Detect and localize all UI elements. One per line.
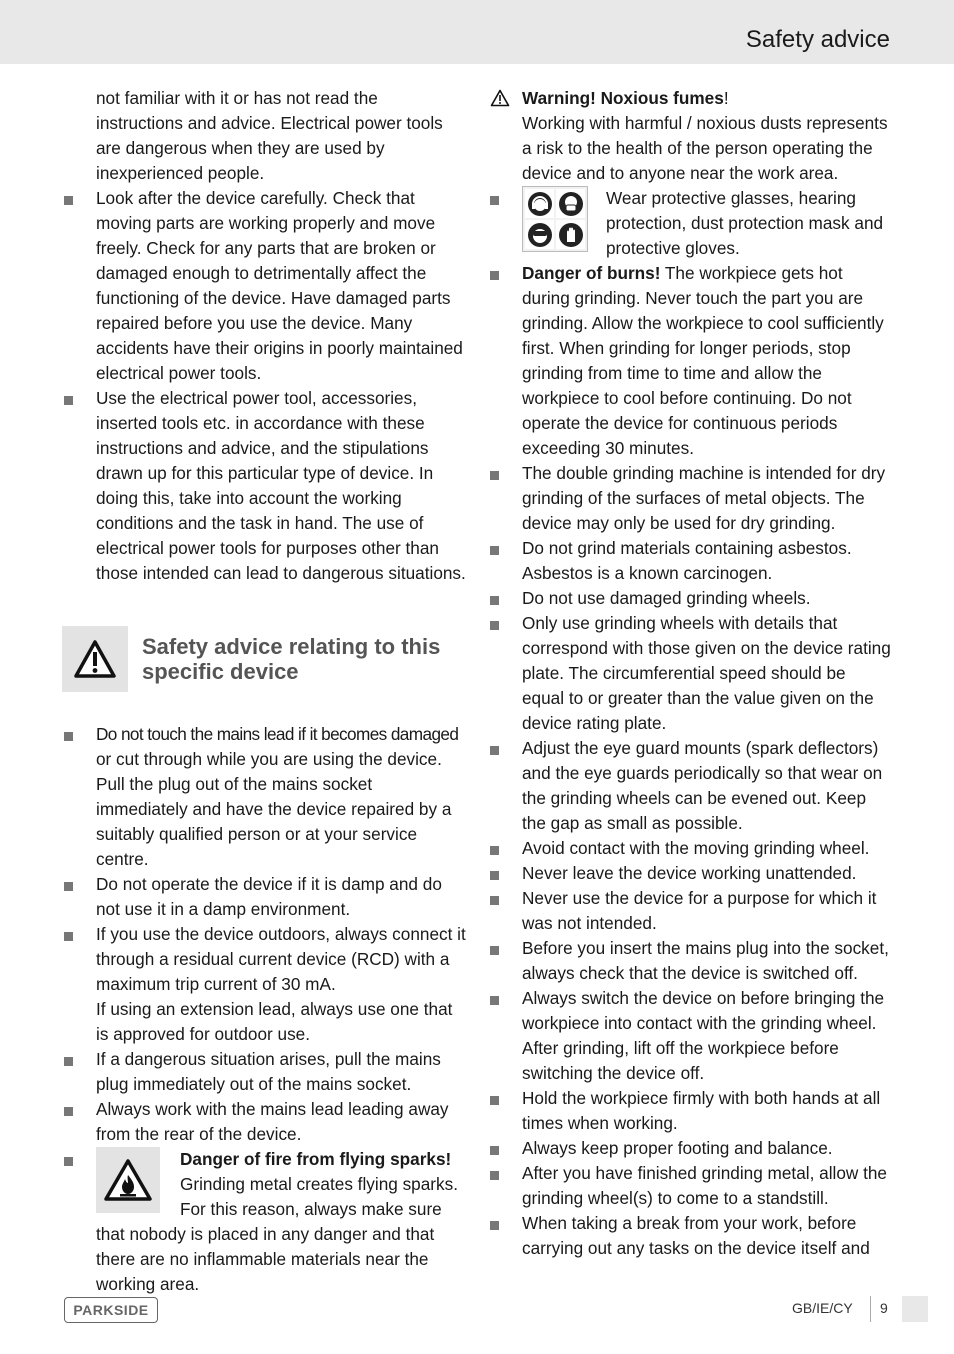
list-item-ppe: Wear protective glasses, hearing protection, dust protection mask and protective gloves. <box>488 186 892 261</box>
footer-divider <box>870 1296 871 1322</box>
list-item: When taking a break from your work, before carrying out any tasks on the device itself and <box>488 1211 892 1261</box>
list-item: Do not grind materials containing asbestos. Asbestos is a known carcinogen. <box>488 536 892 586</box>
section-heading <box>62 626 466 692</box>
intro-paragraph: not familiar with it or has not read the instructions and advice. Electrical power tools are dangerous when they are used by inexperienced people. <box>96 88 443 183</box>
list-item: If a dangerous situation arises, pull the mains plug immediately out of the mains socket. <box>62 1047 466 1097</box>
bullet-square-icon <box>490 546 499 555</box>
bullet-square-icon <box>490 596 499 605</box>
bullet-square-icon <box>490 996 499 1005</box>
noxious-fumes-warning: Warning! Noxious fumes! Working with harmful / noxious dusts represents a risk to the health of the person operating the device and to anyone near the work area. <box>488 86 892 186</box>
dust-mask-icon <box>556 189 585 218</box>
bullet-square-icon <box>490 1146 499 1155</box>
page-tab-marker <box>902 1296 928 1322</box>
page-header <box>0 0 954 64</box>
list-item: Always switch the device on before bringing the workpiece into contact with the grinding wheel. After grinding, lift off the workpiece before switching the device off. <box>488 986 892 1086</box>
protective-gloves-icon <box>556 220 585 249</box>
bullet-square-icon <box>64 1157 73 1166</box>
bullet-square-icon <box>64 1057 73 1066</box>
bullet-square-icon <box>490 946 499 955</box>
page-title: Safety advice <box>745 26 890 53</box>
list-item: If you use the device outdoors, always connect it through a residual current device (RCD) with a maximum trip current of 30 mA. If using an extension lead, always use one that is approved for outdoor use. <box>62 922 466 1047</box>
bullet-square-icon <box>64 396 73 405</box>
language-codes: GB/IE/CY <box>792 1300 853 1316</box>
list-item: After you have finished grinding metal, allow the grinding wheel(s) to come to a standstill. <box>488 1161 892 1211</box>
bullet-square-icon <box>490 1221 499 1230</box>
list-item-burns: Danger of burns! The workpiece gets hot during grinding. Never touch the part you are grinding. Allow the workpiece to cool sufficiently first. When grinding for longer periods, stop grinding from time to time and allow the workpiece to cool before continuing. Do not operate the device for continuous periods exceeding 30 minutes. <box>488 261 892 461</box>
bullet-square-icon <box>490 271 499 280</box>
list-item: Always keep proper footing and balance. <box>488 1136 892 1161</box>
warning-triangle-icon <box>62 626 128 692</box>
bullet-square-icon <box>490 846 499 855</box>
list-item: Only use grinding wheels with details that correspond with those given on the device rating plate. The circumferential speed should be equal to or greater than the value given on the device rating plate. <box>488 611 892 736</box>
fumes-text: Working with harmful / noxious dusts represents a risk to the health of the person operating the device and to anyone near the work area. <box>522 113 888 183</box>
list-item-fire: Danger of fire from flying sparks! Grinding metal creates flying sparks. For this reason, always make sure that nobody is placed in any danger and that there are no inflammable materials near the working area. <box>62 1147 466 1297</box>
bullet-square-icon <box>490 471 499 480</box>
list-item: Never use the device for a purpose for which it was not intended. <box>488 886 892 936</box>
bullet-square-icon <box>64 1107 73 1116</box>
list-item: Adjust the eye guard mounts (spark deflectors) and the eye guards periodically so that wear on the grinding wheels can be evened out. Keep the gap as small as possible. <box>488 736 892 836</box>
list-item: Always work with the mains lead leading away from the rear of the device. <box>62 1097 466 1147</box>
bullet-square-icon <box>64 932 73 941</box>
list-item: Do not touch the mains lead if it becomes damaged or cut through while you are using the device. Pull the plug out of the mains socket immediately and have the device repaired by a suitably qualified person or at your service centre. <box>62 722 466 872</box>
bullet-square-icon <box>490 896 499 905</box>
list-item: Look after the device carefully. Check that moving parts are working properly and move freely. Check for any parts that are broken or damaged enough to detrimentally affect the functioning of the device. Have damaged parts repaired before you use the device. Many accidents have their origins in poorly maintained electrical power tools. <box>62 186 466 386</box>
warning-triangle-icon <box>490 89 510 114</box>
bullet-square-icon <box>64 196 73 205</box>
list-item: Never leave the device working unattended. <box>488 861 892 886</box>
ppe-icons <box>522 186 588 252</box>
bullet-square-icon <box>490 196 499 205</box>
section-title: Safety advice relating to this specific device <box>142 634 441 684</box>
list-item: Hold the workpiece firmly with both hands at all times when working. <box>488 1086 892 1136</box>
fire-warning-icon <box>96 1147 160 1213</box>
list-item: Do not use damaged grinding wheels. <box>488 586 892 611</box>
list-item: Use the electrical power tool, accessories, inserted tools etc. in accordance with these instructions and advice, and the stipulations drawn up for this particular type of device. In doing this, take into account the working conditions and the task in hand. The use of electrical power tools for purposes other than those intended can lead to dangerous situations. <box>62 386 466 586</box>
page-footer <box>0 1290 954 1330</box>
bullet-square-icon <box>64 882 73 891</box>
bullet-square-icon <box>64 732 73 741</box>
list-item: Avoid contact with the moving grinding wheel. <box>488 836 892 861</box>
bullet-square-icon <box>490 1096 499 1105</box>
hearing-protection-icon <box>525 189 554 218</box>
list-item-extra: If using an extension lead, always use one that is approved for outdoor use. <box>96 999 453 1044</box>
protective-glasses-icon <box>525 220 554 249</box>
bullet-square-icon <box>490 1171 499 1180</box>
page-number: 9 <box>880 1300 888 1316</box>
parkside-logo: PARKSIDE <box>64 1297 158 1323</box>
right-column <box>488 86 892 1261</box>
list-item: Do not operate the device if it is damp and do not use it in a damp environment. <box>62 872 466 922</box>
bullet-square-icon <box>490 621 499 630</box>
right-list <box>488 461 892 1261</box>
bullet-square-icon <box>490 746 499 755</box>
list-item: The double grinding machine is intended for dry grinding of the surfaces of metal objects. The device may only be used for dry grinding. <box>488 461 892 536</box>
left-column <box>62 86 466 1297</box>
bullet-square-icon <box>490 871 499 880</box>
list-item: Before you insert the mains plug into the socket, always check that the device is switched off. <box>488 936 892 986</box>
